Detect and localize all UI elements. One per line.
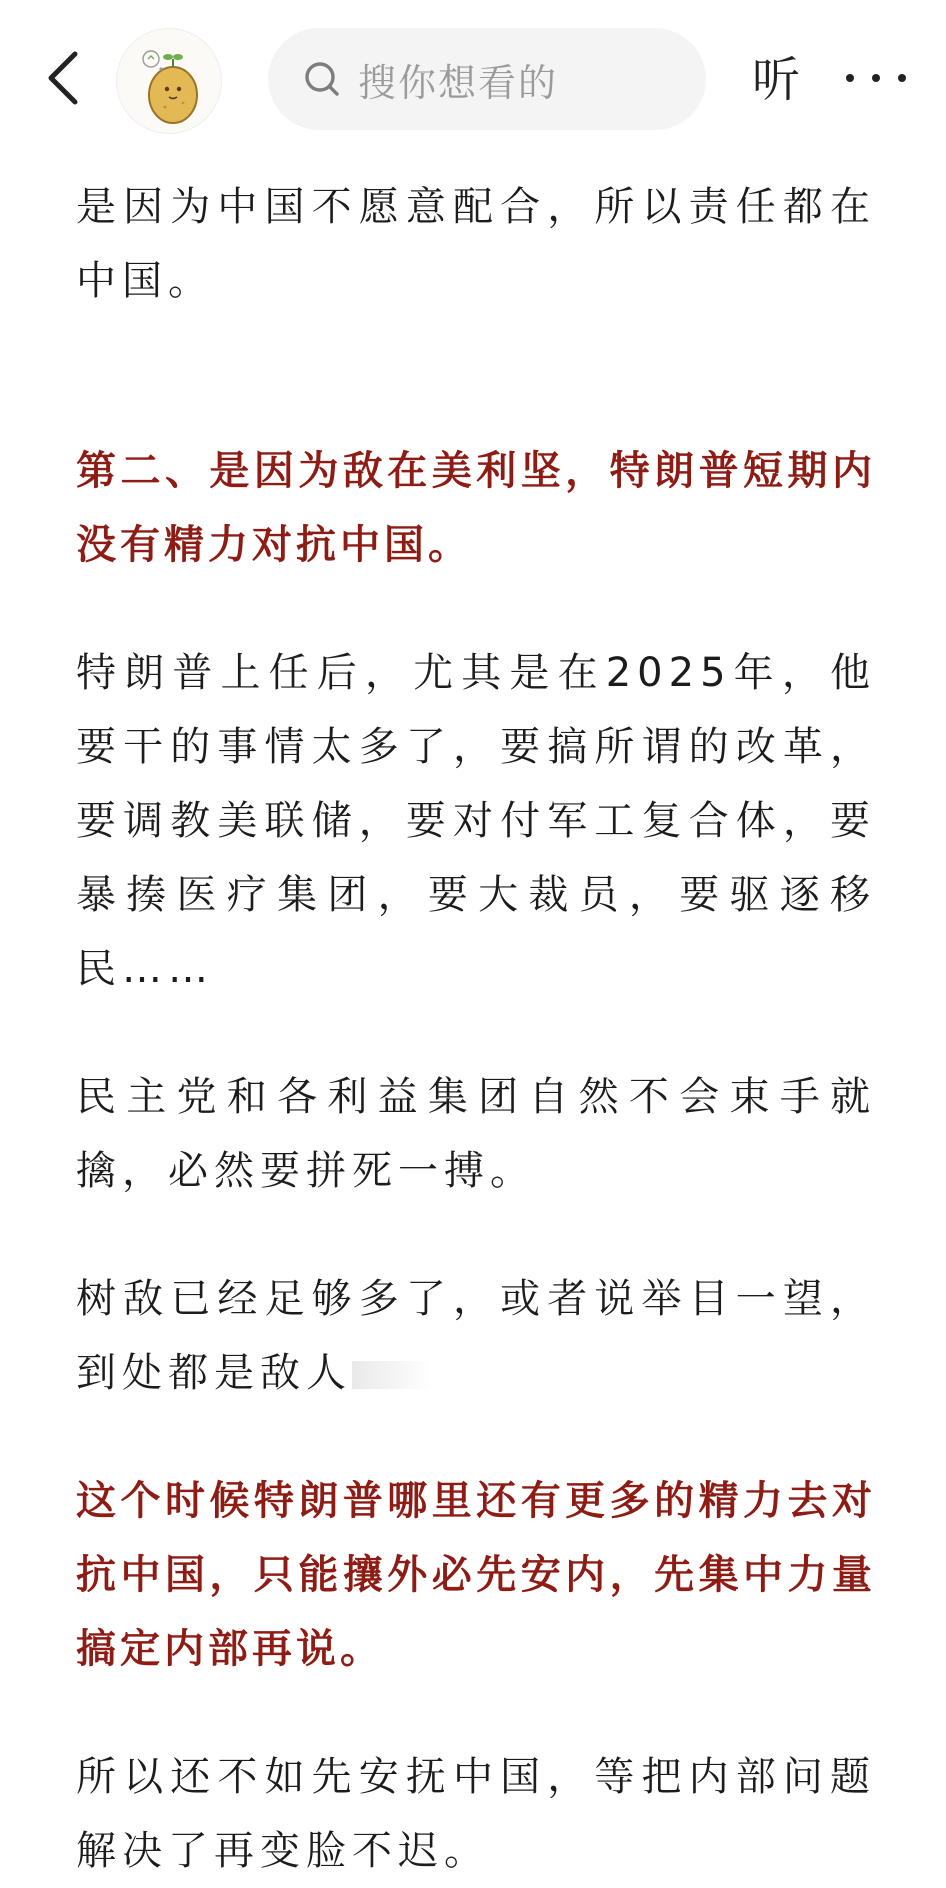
more-dots-icon	[872, 74, 880, 82]
avatar[interactable]	[116, 28, 222, 134]
potato-sprout-avatar-icon	[117, 29, 222, 134]
more-button[interactable]	[846, 56, 906, 100]
paragraph: 所以还不如先安抚中国，等把内部问题解决了再变脸不迟。	[76, 1754, 876, 1874]
more-dots-icon	[846, 74, 854, 82]
search-placeholder: 搜你想看的	[358, 60, 559, 105]
search-icon	[302, 59, 342, 99]
emphasis-paragraph: 第二、是因为敌在美利坚，特朗普短期内没有精力对抗中国。	[76, 448, 876, 568]
back-button[interactable]	[36, 44, 88, 112]
text-fade-overlay	[352, 1361, 432, 1389]
paragraph: 特朗普上任后，尤其是在2025年，他要干的事情太多了，要搞所谓的改革，要调教美联储，要对付军工复合体，要暴揍医疗集团，要大裁员，要驱逐移民……	[76, 650, 876, 992]
emphasis-paragraph: 这个时候特朗普哪里还有更多的精力去对抗中国，只能攘外必先安内，先集中力量搞定内部再说。	[76, 1478, 876, 1672]
paragraph: 是因为中国不愿意配合，所以责任都在中国。	[76, 184, 876, 304]
top-bar	[0, 0, 946, 150]
paragraph-text: 树敌已经足够多了，或者说举目一望，到处都是敌人	[76, 1276, 876, 1396]
paragraph: 民主党和各利益集团自然不会束手就擒，必然要拼死一搏。	[76, 1074, 876, 1194]
article-body	[76, 170, 876, 1888]
paragraph-with-fade	[76, 1262, 876, 1410]
more-dots-icon	[898, 74, 906, 82]
listen-button[interactable]: 听	[752, 52, 801, 108]
search-bar[interactable]	[268, 28, 706, 130]
chevron-left-icon	[45, 50, 79, 106]
